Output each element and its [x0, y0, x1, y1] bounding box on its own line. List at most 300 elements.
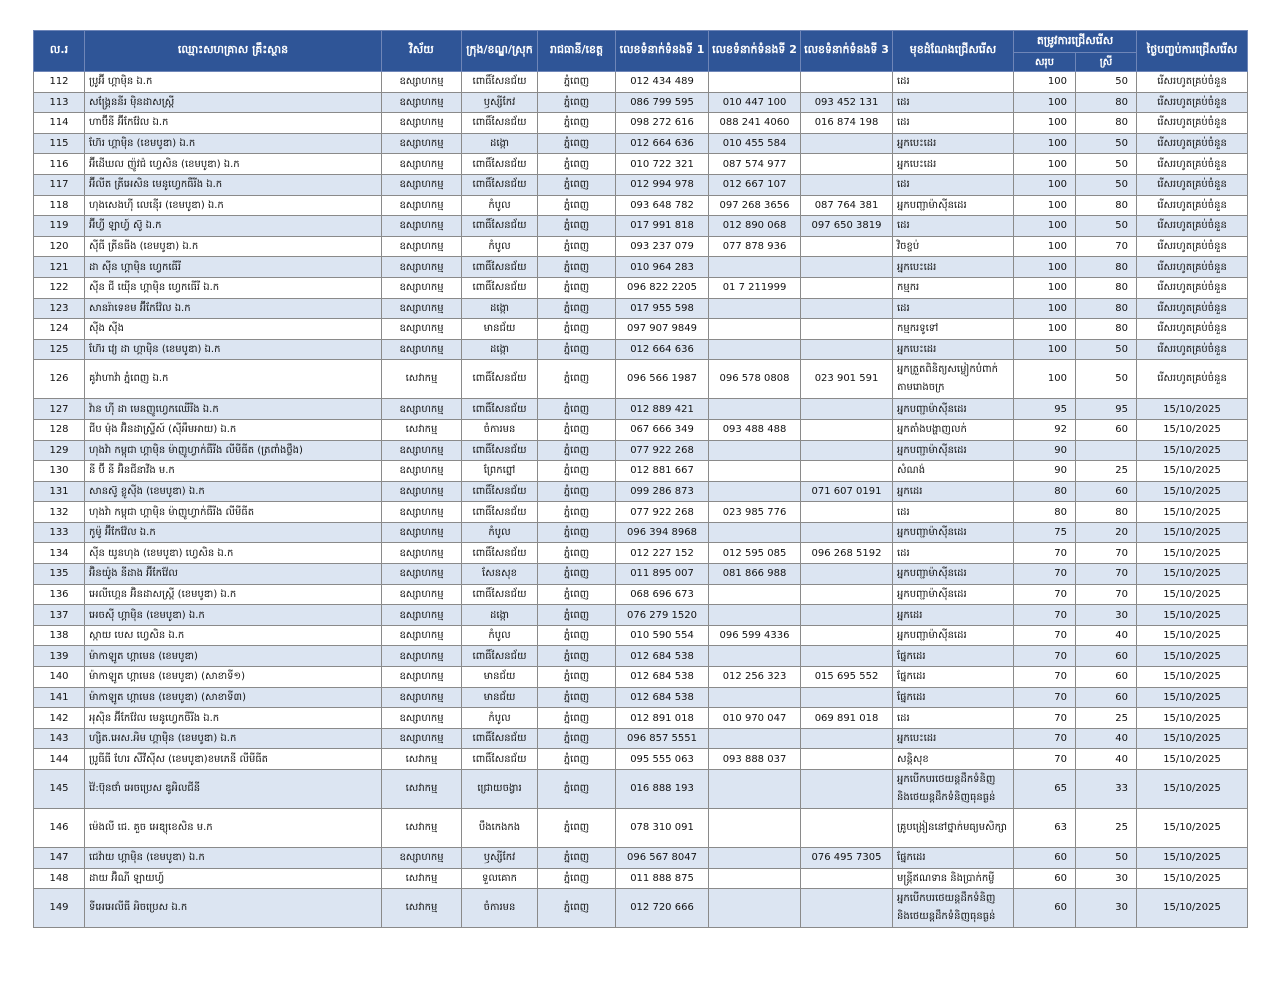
company-name: គូវ៉ាហាវ៉ា ភ្នំពេញ ឯ.ក — [85, 360, 382, 399]
position: ដេរ — [893, 174, 1014, 195]
phone-3 — [801, 564, 893, 585]
header-company: ឈ្មោះសហគ្រាស គ្រឹះស្ថាន — [85, 31, 382, 72]
female-count: 60 — [1076, 687, 1137, 708]
district: ពោធិ៍សែនជ័យ — [462, 728, 538, 749]
deadline: រើសរហូតគ្រប់ចំនួន — [1137, 277, 1248, 298]
deadline: រើសរហូតគ្រប់ចំនួន — [1137, 236, 1248, 257]
female-count: 40 — [1076, 728, 1137, 749]
phone-2: 01 7 211999 — [709, 277, 801, 298]
phone-1: 012 881 667 — [616, 461, 709, 482]
table-row — [34, 543, 1248, 564]
phone-1: 010 590 554 — [616, 625, 709, 646]
row-no: 123 — [34, 298, 85, 319]
row-no: 118 — [34, 195, 85, 216]
deadline: 15/10/2025 — [1137, 481, 1248, 502]
company-name: ស៊ីង ស៊ីង — [85, 319, 382, 340]
header-total: សរុប — [1014, 53, 1076, 72]
phone-2: 010 447 100 — [709, 92, 801, 113]
phone-3: 076 495 7305 — [801, 848, 893, 869]
phone-3 — [801, 461, 893, 482]
table-row — [34, 770, 1248, 809]
company-name: ស្កាយ បេស ហ្វេសិន ឯ.ក — [85, 625, 382, 646]
province: ភ្នំពេញ — [538, 728, 616, 749]
province: ភ្នំពេញ — [538, 319, 616, 340]
company-name: ម៉ាកាឡូត ហ្គាមេន (ខេមបូឌា) — [85, 646, 382, 667]
province: ភ្នំពេញ — [538, 72, 616, 93]
female-count: 40 — [1076, 749, 1137, 770]
total-count: 80 — [1014, 502, 1076, 523]
sector: ឧស្សាហកម្ម — [382, 440, 462, 461]
position: អ្នកដេរ — [893, 605, 1014, 626]
position: សំណង់ — [893, 461, 1014, 482]
district: ពោធិ៍សែនជ័យ — [462, 277, 538, 298]
position: អ្នកបេះដេរ — [893, 257, 1014, 278]
phone-2 — [709, 687, 801, 708]
deadline: 15/10/2025 — [1137, 440, 1248, 461]
sector: សេវាកម្ម — [382, 419, 462, 440]
table-row — [34, 195, 1248, 216]
deadline: 15/10/2025 — [1137, 848, 1248, 869]
row-no: 125 — [34, 339, 85, 360]
province: ភ្នំពេញ — [538, 339, 616, 360]
phone-2 — [709, 298, 801, 319]
table-row — [34, 399, 1248, 420]
deadline: រើសរហូតគ្រប់ចំនួន — [1137, 154, 1248, 175]
district: កំបូល — [462, 625, 538, 646]
sector: ឧស្សាហកម្ម — [382, 687, 462, 708]
position: វិចខ្ចប់ — [893, 236, 1014, 257]
province: ភ្នំពេញ — [538, 236, 616, 257]
total-count: 95 — [1014, 399, 1076, 420]
phone-3 — [801, 522, 893, 543]
total-count: 70 — [1014, 749, 1076, 770]
sector: ឧស្សាហកម្ម — [382, 543, 462, 564]
phone-1: 017 955 598 — [616, 298, 709, 319]
table-row — [34, 809, 1248, 848]
total-count: 100 — [1014, 92, 1076, 113]
table-row — [34, 113, 1248, 134]
phone-1: 093 648 782 — [616, 195, 709, 216]
table-row — [34, 133, 1248, 154]
header-province: រាជធានី/ខេត្ត — [538, 31, 616, 72]
row-no: 129 — [34, 440, 85, 461]
company-name: ស៊ីន យូនហុង (ខេមបូឌា) ហ្វេសិន ឯ.ក — [85, 543, 382, 564]
phone-1: 096 822 2205 — [616, 277, 709, 298]
phone-1: 098 272 616 — [616, 113, 709, 134]
row-no: 124 — [34, 319, 85, 340]
sector: សេវាកម្ម — [382, 809, 462, 848]
sector: ឧស្សាហកម្ម — [382, 319, 462, 340]
province: ភ្នំពេញ — [538, 92, 616, 113]
company-name: នី ប៊ី នី អ៊ិនជីនាវីង ម.ក — [85, 461, 382, 482]
female-count: 25 — [1076, 461, 1137, 482]
deadline: 15/10/2025 — [1137, 564, 1248, 585]
position: គ្រូបង្រៀននៅថ្នាក់មធ្យមសិក្សា — [893, 809, 1014, 848]
sector: ឧស្សាហកម្ម — [382, 195, 462, 216]
table-row — [34, 298, 1248, 319]
province: ភ្នំពេញ — [538, 419, 616, 440]
position: ផ្នែកដេរ — [893, 667, 1014, 688]
phone-3: 097 650 3819 — [801, 216, 893, 237]
sector: ឧស្សាហកម្ម — [382, 399, 462, 420]
female-count: 70 — [1076, 543, 1137, 564]
company-name: ដា ស៊ីន ហ្គាម៉ិន ហ្វេកធើរី — [85, 257, 382, 278]
sector: ឧស្សាហកម្ម — [382, 605, 462, 626]
sector: សេវាកម្ម — [382, 889, 462, 928]
header-phone3: លេខទំនាក់ទំនងទី 3 — [801, 31, 893, 72]
deadline: 15/10/2025 — [1137, 584, 1248, 605]
position: អ្នកបញ្ជាម៉ាស៊ីនដេរ — [893, 195, 1014, 216]
job-listing-sheet — [33, 30, 1247, 928]
district: កំបូល — [462, 236, 538, 257]
province: ភ្នំពេញ — [538, 399, 616, 420]
company-name: ម៉េងលី ជេ. គួច អេឌ្យុខេសិន ម.ក — [85, 809, 382, 848]
female-count: 80 — [1076, 319, 1137, 340]
header-district: ក្រុង/ខណ្ឌ/ស្រុក — [462, 31, 538, 72]
deadline: 15/10/2025 — [1137, 749, 1248, 770]
sector: សេវាកម្ម — [382, 749, 462, 770]
phone-2: 081 866 988 — [709, 564, 801, 585]
phone-3 — [801, 399, 893, 420]
district: ដង្កោ — [462, 339, 538, 360]
phone-2 — [709, 605, 801, 626]
phone-3 — [801, 174, 893, 195]
district: ពោធិ៍សែនជ័យ — [462, 216, 538, 237]
position: ដេរ — [893, 216, 1014, 237]
total-count: 100 — [1014, 298, 1076, 319]
total-count: 80 — [1014, 481, 1076, 502]
table-row — [34, 360, 1248, 399]
female-count: 80 — [1076, 298, 1137, 319]
phone-3 — [801, 502, 893, 523]
district: កំបូល — [462, 522, 538, 543]
female-count: 50 — [1076, 133, 1137, 154]
row-no: 148 — [34, 868, 85, 889]
position: អ្នកបេះដេរ — [893, 728, 1014, 749]
phone-3 — [801, 770, 893, 809]
district: ចំការមន — [462, 889, 538, 928]
sector: ឧស្សាហកម្ម — [382, 133, 462, 154]
sector: ឧស្សាហកម្ម — [382, 584, 462, 605]
row-no: 134 — [34, 543, 85, 564]
deadline: 15/10/2025 — [1137, 728, 1248, 749]
district: ជ្រោយចង្វារ — [462, 770, 538, 809]
phone-3: 087 764 381 — [801, 195, 893, 216]
deadline: រើសរហូតគ្រប់ចំនួន — [1137, 195, 1248, 216]
district: ពោធិ៍សែនជ័យ — [462, 502, 538, 523]
table-row — [34, 502, 1248, 523]
sector: ឧស្សាហកម្ម — [382, 154, 462, 175]
female-count: 30 — [1076, 868, 1137, 889]
phone-2 — [709, 889, 801, 928]
phone-1: 010 722 321 — [616, 154, 709, 175]
deadline: រើសរហូតគ្រប់ចំនួន — [1137, 339, 1248, 360]
sector: ឧស្សាហកម្ម — [382, 564, 462, 585]
district: មានជ័យ — [462, 667, 538, 688]
phone-2: 087 574 977 — [709, 154, 801, 175]
phone-3: 016 874 198 — [801, 113, 893, 134]
company-name: អេចស៊ី ហ្គាម៉ិន (ខេមបូឌា) ឯ.ក — [85, 605, 382, 626]
district: ពោធិ៍សែនជ័យ — [462, 113, 538, 134]
sector: ឧស្សាហកម្ម — [382, 257, 462, 278]
female-count: 50 — [1076, 848, 1137, 869]
province: ភ្នំពេញ — [538, 133, 616, 154]
phone-3 — [801, 749, 893, 770]
district: ពោធិ៍សែនជ័យ — [462, 646, 538, 667]
company-name: ហុងវ៉ា កម្ពុជា ហ្គាម៉ិន ម៉ាញូហ្វាក់ធឺរីង លីមីធីត — [85, 502, 382, 523]
total-count: 63 — [1014, 809, 1076, 848]
phone-2 — [709, 461, 801, 482]
phone-2: 023 985 776 — [709, 502, 801, 523]
total-count: 65 — [1014, 770, 1076, 809]
row-no: 127 — [34, 399, 85, 420]
deadline: 15/10/2025 — [1137, 419, 1248, 440]
phone-3: 071 607 0191 — [801, 481, 893, 502]
province: ភ្នំពេញ — [538, 667, 616, 688]
position: អ្នកបេះដេរ — [893, 154, 1014, 175]
phone-3 — [801, 133, 893, 154]
position: អ្នកបេះដេរ — [893, 133, 1014, 154]
district: ពោធិ៍សែនជ័យ — [462, 154, 538, 175]
phone-1: 011 895 007 — [616, 564, 709, 585]
female-count: 25 — [1076, 809, 1137, 848]
phone-2: 010 455 584 — [709, 133, 801, 154]
table-row — [34, 646, 1248, 667]
position: ផ្នែកដេរ — [893, 646, 1014, 667]
phone-3 — [801, 277, 893, 298]
phone-3 — [801, 687, 893, 708]
total-count: 100 — [1014, 339, 1076, 360]
province: ភ្នំពេញ — [538, 360, 616, 399]
district: ដង្កោ — [462, 605, 538, 626]
deadline: 15/10/2025 — [1137, 667, 1248, 688]
deadline: រើសរហូតគ្រប់ចំនួន — [1137, 92, 1248, 113]
province: ភ្នំពេញ — [538, 543, 616, 564]
province: ភ្នំពេញ — [538, 174, 616, 195]
position: ដេរ — [893, 543, 1014, 564]
phone-1: 097 907 9849 — [616, 319, 709, 340]
total-count: 100 — [1014, 113, 1076, 134]
female-count: 50 — [1076, 360, 1137, 399]
female-count: 50 — [1076, 216, 1137, 237]
company-name: ហុងសេងហ៊ី លេន៉ើរ (ខេមបូឌា) ឯ.ក — [85, 195, 382, 216]
district: ពោធិ៍សែនជ័យ — [462, 440, 538, 461]
table-row — [34, 154, 1248, 175]
female-count: 40 — [1076, 625, 1137, 646]
phone-3 — [801, 419, 893, 440]
province: ភ្នំពេញ — [538, 564, 616, 585]
position: កម្មករ — [893, 277, 1014, 298]
phone-3 — [801, 319, 893, 340]
position: អ្នកបើកបរថេយន្តដឹកទំនិញ និងថេយន្តដឹកទំនិញធុនធ្ងន់ — [893, 889, 1014, 928]
phone-2 — [709, 319, 801, 340]
row-no: 117 — [34, 174, 85, 195]
company-name: អេលីហ្គេន អ៊ិនដាសស្ត្រី (ខេមបូឌា) ឯ.ក — [85, 584, 382, 605]
female-count: 50 — [1076, 339, 1137, 360]
position: ដេរ — [893, 113, 1014, 134]
table-row — [34, 584, 1248, 605]
company-name: វ៉ាន ហ៊ី ដា មេនញូហ្វេកឈើរីង ឯ.ក — [85, 399, 382, 420]
position: អ្នកបញ្ជាម៉ាស៊ីនដេរ — [893, 564, 1014, 585]
row-no: 130 — [34, 461, 85, 482]
sector: ឧស្សាហកម្ម — [382, 277, 462, 298]
sector: ឧស្សាហកម្ម — [382, 92, 462, 113]
table-row — [34, 440, 1248, 461]
phone-1: 012 889 421 — [616, 399, 709, 420]
row-no: 142 — [34, 708, 85, 729]
total-count: 70 — [1014, 584, 1076, 605]
table-row — [34, 92, 1248, 113]
row-no: 149 — [34, 889, 85, 928]
phone-2 — [709, 848, 801, 869]
phone-3 — [801, 605, 893, 626]
company-name: ទីអេអេលីធី អិចប្រេស ឯ.ក — [85, 889, 382, 928]
deadline: 15/10/2025 — [1137, 889, 1248, 928]
company-name: ហ៊ែរ វ្យេ ដា ហ្គាម៉ិន (ខេមបូឌា) ឯ.ក — [85, 339, 382, 360]
deadline: រើសរហូតគ្រប់ចំនួន — [1137, 72, 1248, 93]
position: អ្នកបញ្ជាម៉ាស៊ីនដេរ — [893, 399, 1014, 420]
deadline: រើសរហូតគ្រប់ចំនួន — [1137, 216, 1248, 237]
company-name: ជីប ម៉ុង អ៊ិនដាស្ទ្រីស៍ (ស៊ីអឹមអាយ) ឯ.ក — [85, 419, 382, 440]
phone-1: 012 891 018 — [616, 708, 709, 729]
row-no: 122 — [34, 277, 85, 298]
total-count: 70 — [1014, 728, 1076, 749]
phone-2: 088 241 4060 — [709, 113, 801, 134]
header-sector: វិស័យ — [382, 31, 462, 72]
phone-1: 012 684 538 — [616, 667, 709, 688]
table-row — [34, 236, 1248, 257]
female-count: 70 — [1076, 584, 1137, 605]
row-no: 139 — [34, 646, 85, 667]
table-row — [34, 257, 1248, 278]
sector: ឧស្សាហកម្ម — [382, 174, 462, 195]
province: ភ្នំពេញ — [538, 298, 616, 319]
phone-3 — [801, 728, 893, 749]
table-row — [34, 749, 1248, 770]
province: ភ្នំពេញ — [538, 605, 616, 626]
district: ពោធិ៍សែនជ័យ — [462, 543, 538, 564]
row-no: 141 — [34, 687, 85, 708]
row-no: 126 — [34, 360, 85, 399]
deadline: 15/10/2025 — [1137, 625, 1248, 646]
row-no: 135 — [34, 564, 85, 585]
header-demand: តម្រូវការជ្រើសរើស — [1014, 31, 1137, 53]
header-phone2: លេខទំនាក់ទំនងទី 2 — [709, 31, 801, 72]
female-count: 50 — [1076, 72, 1137, 93]
district: ទួលគោក — [462, 868, 538, 889]
company-name: វ៉ៃ:ប៊ុនថាំ អេចប្រេស ឌូអិលជីនី — [85, 770, 382, 809]
female-count: 80 — [1076, 257, 1137, 278]
phone-1: 096 857 5551 — [616, 728, 709, 749]
sector: ឧស្សាហកម្ម — [382, 113, 462, 134]
row-no: 147 — [34, 848, 85, 869]
phone-1: 096 394 8968 — [616, 522, 709, 543]
position: ផ្នែកដេរ — [893, 687, 1014, 708]
district: ឫស្សីកែវ — [462, 92, 538, 113]
total-count: 100 — [1014, 154, 1076, 175]
total-count: 100 — [1014, 319, 1076, 340]
position: អ្នកត្រួតពិនិត្យសម្លៀកបំពាក់តាមរោងចក្រ — [893, 360, 1014, 399]
phone-1: 010 964 283 — [616, 257, 709, 278]
company-name: អ៊ីដើឃល ញ៉ូវជ៉ ហ្វេសិន (ខេមបូឌា) ឯ.ក — [85, 154, 382, 175]
position: អ្នកបញ្ជាម៉ាស៊ីនដេរ — [893, 584, 1014, 605]
phone-1: 093 237 079 — [616, 236, 709, 257]
district: ពោធិ៍សែនជ័យ — [462, 72, 538, 93]
district: ពោធិ៍សែនជ័យ — [462, 399, 538, 420]
phone-1: 017 991 818 — [616, 216, 709, 237]
deadline: រើសរហូតគ្រប់ចំនួន — [1137, 174, 1248, 195]
phone-2 — [709, 868, 801, 889]
company-name: ជេវ៉ាយ ហ្គាម៉ិន (ខេមបូឌា) ឯ.ក — [85, 848, 382, 869]
province: ភ្នំពេញ — [538, 257, 616, 278]
phone-1: 086 799 595 — [616, 92, 709, 113]
table-row — [34, 687, 1248, 708]
province: ភ្នំពេញ — [538, 646, 616, 667]
female-count: 80 — [1076, 277, 1137, 298]
female-count: 60 — [1076, 667, 1137, 688]
row-no: 137 — [34, 605, 85, 626]
table-row — [34, 848, 1248, 869]
sector: ឧស្សាហកម្ម — [382, 216, 462, 237]
phone-2: 077 878 936 — [709, 236, 801, 257]
province: ភ្នំពេញ — [538, 625, 616, 646]
row-no: 143 — [34, 728, 85, 749]
company-name: ហ៊ែរ ហ្គាម៉ិន (ខេមបូឌា) ឯ.ក — [85, 133, 382, 154]
district: សែនសុខ — [462, 564, 538, 585]
phone-1: 012 664 636 — [616, 339, 709, 360]
province: ភ្នំពេញ — [538, 502, 616, 523]
district: ពោធិ៍សែនជ័យ — [462, 360, 538, 399]
phone-3 — [801, 440, 893, 461]
total-count: 100 — [1014, 72, 1076, 93]
deadline: 15/10/2025 — [1137, 646, 1248, 667]
position: អ្នកដេរ — [893, 481, 1014, 502]
total-count: 90 — [1014, 440, 1076, 461]
female-count — [1076, 440, 1137, 461]
phone-3 — [801, 646, 893, 667]
district: ដង្កោ — [462, 133, 538, 154]
company-name: ដាយ អ៊ិណី ឡាយហ្វ៍ — [85, 868, 382, 889]
position: អ្នកបេះដេរ — [893, 339, 1014, 360]
company-name: អ៊ិនយ៉ូង នីដាង អ៊ីកែវ៉ែល — [85, 564, 382, 585]
province: ភ្នំពេញ — [538, 749, 616, 770]
row-no: 133 — [34, 522, 85, 543]
phone-2: 096 578 0808 — [709, 360, 801, 399]
female-count: 95 — [1076, 399, 1137, 420]
table-row — [34, 522, 1248, 543]
total-count: 70 — [1014, 708, 1076, 729]
province: ភ្នំពេញ — [538, 522, 616, 543]
deadline: 15/10/2025 — [1137, 605, 1248, 626]
total-count: 100 — [1014, 174, 1076, 195]
total-count: 90 — [1014, 461, 1076, 482]
table-row — [34, 419, 1248, 440]
female-count: 25 — [1076, 708, 1137, 729]
phone-1: 096 566 1987 — [616, 360, 709, 399]
total-count: 60 — [1014, 848, 1076, 869]
female-count: 80 — [1076, 195, 1137, 216]
row-no: 112 — [34, 72, 85, 93]
district: បឹងកេងកង — [462, 809, 538, 848]
position: កម្មករទូទៅ — [893, 319, 1014, 340]
female-count: 80 — [1076, 113, 1137, 134]
deadline: រើសរហូតគ្រប់ចំនួន — [1137, 133, 1248, 154]
province: ភ្នំពេញ — [538, 113, 616, 134]
deadline: រើសរហូតគ្រប់ចំនួន — [1137, 113, 1248, 134]
row-no: 132 — [34, 502, 85, 523]
province: ភ្នំពេញ — [538, 770, 616, 809]
table-row — [34, 868, 1248, 889]
